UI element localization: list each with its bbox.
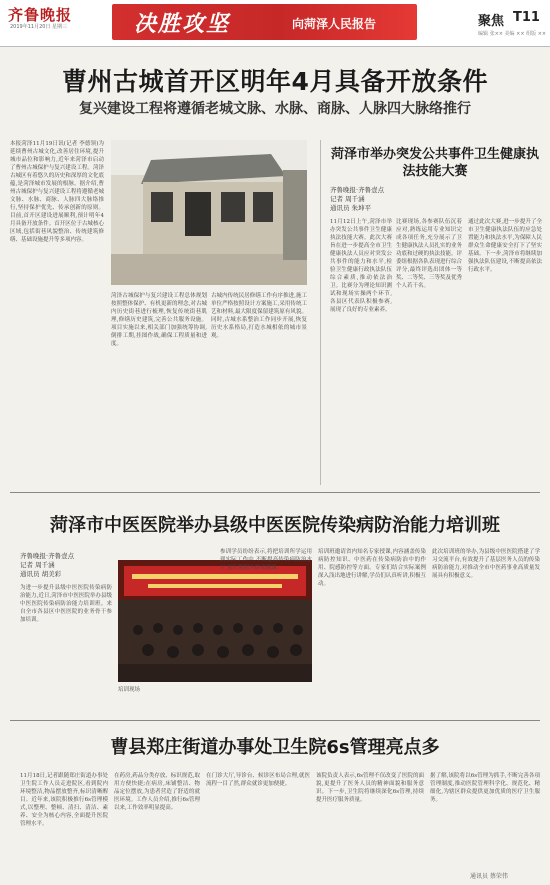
article1-column-3: 古城内传统民居修缮工作有序推进,施工单位严格按照设计方案施工,采用传统工艺和材料,最大限度保留建筑原有风貌。同时,古城水系整治工作同步开展,恢复历史水系格局,打造水城相依的城市景观。	[211, 293, 307, 339]
article3-byline-reporter: 记者 周千涵	[20, 561, 55, 569]
article3-headline: 菏泽市中医医院举办县级中医医院传染病防治能力培训班	[50, 515, 500, 536]
article2-byline-correspondent: 通讯员 朱坤平	[330, 204, 372, 212]
section-rule-1	[10, 492, 540, 493]
article4-column-1: 11月18日,记者跟随郑庄街道办事处卫生院工作人员走进院区,看到院内环境整洁,物品摆放整齐,标识清晰醒目。近年来,该院积极推行6s管理模式,以整理、整顿、清扫、清洁、素养、安全为核心内容,全面提升医院管理水平。	[20, 773, 108, 827]
article1-column-1: 本报菏泽11月19日讯(记者 李德领)为延续曹州古城文化,改善居住环境,提升城市品位和影响力,近年来菏泽市启动了曹州古城保护与复兴建设工程。菏泽古城区有着悠久的历史和深厚的文化底蕴,是菏泽城市发展的根脉。据介绍,曹州古城保护与复兴建设工程将遵循老城文脉、水脉、商脉、人脉四大脉络推行,坚持保护优先、传承创新的原则。目前,首开区建设进展顺利,预计明年4月具备开放条件。首开区位于古城核心区域,包括街巷风貌整治、传统建筑修缮、基础设施提升等多项内容。	[10, 141, 104, 243]
article2-column-2: 比赛现场,各参赛队伍沉着应对,熟练运用专业知识完成各项任务,充分展示了卫生健康执法人员扎实的业务功底和过硬的执法技能。评委组根据各队表现进行综合评分,最终评选出团体一等奖、二等奖、三等奖及优秀个人若干名。	[396, 219, 462, 289]
banner-subtitle: 向菏泽人民报告	[292, 17, 377, 31]
article1-photo	[111, 140, 307, 285]
article2-byline	[330, 186, 384, 213]
article2-column-1: 11月12日上午,菏泽市举办突发公共事件卫生健康执法技能大赛。此次大赛旨在进一步提高全市卫生健康执法人员应对突发公共事件的能力和水平,检验卫生健康行政执法队伍综合素质,推动依法治卫。比赛分为理论知识测试和现场实操两个环节,各县区代表队积极参赛,展现了良好的专业素养。	[330, 219, 392, 313]
article2-column-3: 通过此次大赛,进一步提升了全市卫生健康执法队伍的应急处置能力和执法水平,为保障人民群众生命健康安全打下了坚实基础。下一步,菏泽市将继续加强执法队伍建设,不断提高依法行政水平。	[468, 219, 542, 273]
article1-headline: 曹州古城首开区明年4月具备开放条件	[62, 67, 488, 96]
article2-byline-outlet: 齐鲁晚报·齐鲁壹点	[330, 186, 385, 194]
banner-slogan: 决胜攻坚	[134, 11, 231, 37]
article3-column-2-top: 参训学员纷纷表示,将把培训所学运用到实际工作中,不断提高传染病防治水平,更好地服务群众健康。	[220, 549, 312, 571]
article1-subheadline: 复兴建设工程将遵循老城文脉、水脉、商脉、人脉四大脉络推行	[79, 101, 471, 117]
newspaper-logo	[8, 4, 78, 38]
section-rule-2	[10, 720, 540, 721]
article4-headline: 曹县郑庄街道办事处卫生院6s管理亮点多	[110, 737, 440, 758]
article3-column-2: 培训班邀请省内知名专家授课,内容涵盖传染病防控知识、中医药在传染病防治中的作用、院感防控等方面。专家们结合实际案例深入浅出地进行讲解,学员们认真听讲,积极互动。	[318, 549, 426, 587]
editor-line: 编辑 张×× 美编 ×× 组版 ××	[478, 31, 547, 37]
page-number: T11	[513, 10, 540, 25]
article3-caption: 培训现场	[118, 687, 141, 693]
campaign-banner	[112, 4, 417, 40]
column-divider	[320, 140, 321, 485]
article3-byline-correspondent: 通讯员 胡美彩	[20, 570, 62, 578]
logo-text: 齐鲁晚报	[8, 6, 73, 24]
photo-credit: 通讯员 蔡荣伟	[470, 873, 508, 880]
article3-byline	[20, 552, 74, 579]
section-label: 聚焦	[478, 14, 505, 29]
article2-headline: 菏泽市举办突发公共事件卫生健康执法技能大赛	[330, 147, 539, 179]
article3-column-1: 为进一步提升县级中医医院传染病防治能力,近日,菏泽市中医医院举办县级中医医院传染病防治能力培训班。来自全市各县区中医医院的业务骨干参加培训。	[20, 585, 112, 623]
article4-column-3: 在门诊大厅,导诊台、候诊区布局合理,就医流程一目了然,群众就诊更加便捷。	[206, 773, 310, 787]
masthead	[0, 0, 550, 47]
article3-column-3: 此次培训班的举办,为县级中医医院搭建了学习交流平台,有效提升了基层医务人员的传染病防治能力,对推动全市中医药事业高质量发展具有积极意义。	[432, 549, 540, 579]
article4-column-4: 该院负责人表示,6s管理不仅改变了医院的面貌,更提升了医务人员的精神面貌和服务意识。下一步,卫生院将继续深化6s管理,持续提升医疗服务质量。	[316, 773, 424, 803]
article1-column-2: 菏泽古城保护与复兴建设工程总体规划按照整体保护、有机更新的理念,对古城内历史街巷进行梳理,恢复传统街巷肌理,修缮历史建筑,完善公共服务设施。项目实施以来,相关部门加强统筹协调,倒排工期,挂图作战,确保工程质量和进度。	[111, 293, 207, 347]
article4-column-5: 据了解,该院将以6s管理为抓手,不断完善各项管理制度,推动医院管理科学化、规范化、精细化,为辖区群众提供更加优质的医疗卫生服务。	[430, 773, 540, 803]
article4-column-2: 在药房,药品分类存放、标识规范,取用方便快捷;在病房,床铺整洁、物品定位摆放,为患者营造了舒适的就医环境。工作人员介绍,推行6s管理以来,工作效率明显提高。	[114, 773, 200, 811]
article2-byline-reporter: 记者 周千涵	[330, 195, 365, 203]
logo-date: 2019年11月20日 星期三	[10, 24, 68, 30]
article3-byline-outlet: 齐鲁晚报·齐鲁壹点	[20, 552, 75, 560]
